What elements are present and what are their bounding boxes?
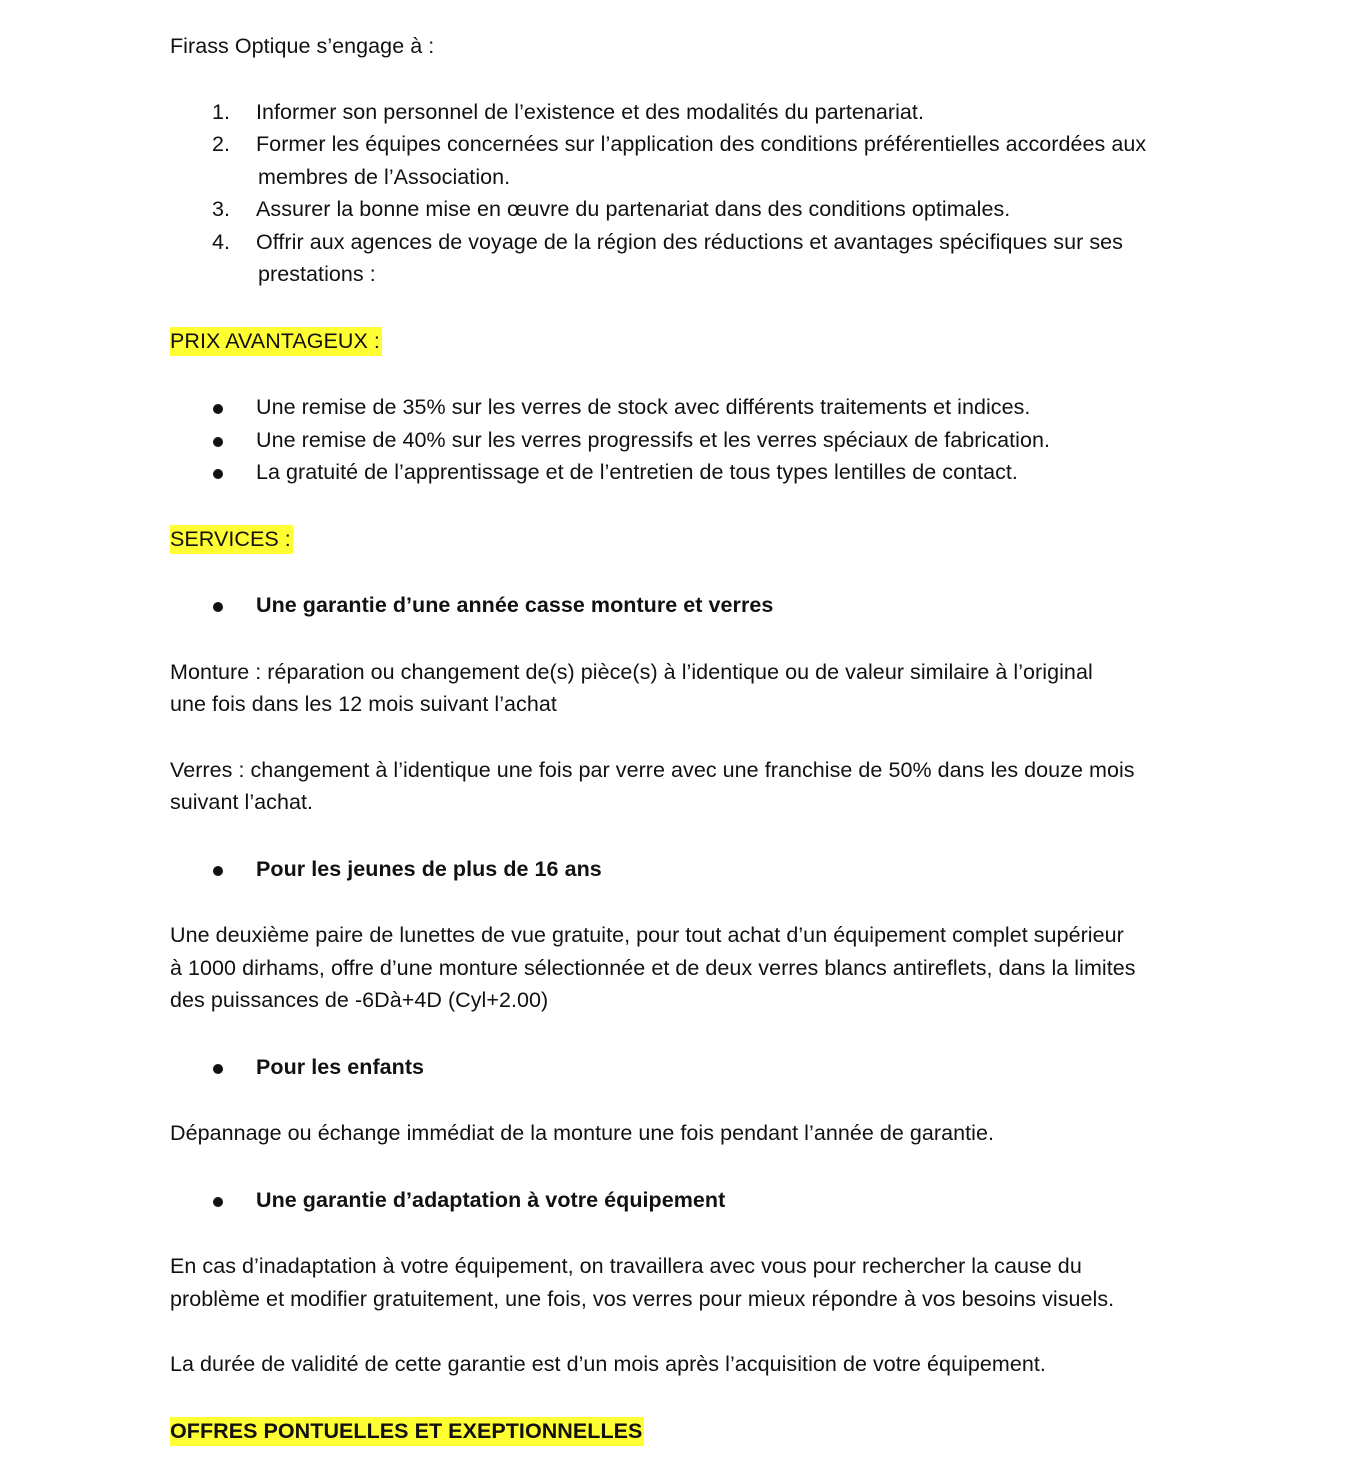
list-item-text: Former les équipes concernées sur l’application des conditions préférentielles accordées aux: [256, 132, 1147, 156]
list-number: 3.: [212, 197, 231, 221]
list-item-text: La gratuité de l’apprentissage et de l’entretien de tous types lentilles de contact.: [256, 460, 1018, 484]
validite-paragraph: La durée de validité de cette garantie est d’un mois après l’acquisition de votre équipement.: [170, 1352, 1046, 1376]
paragraph-line: En cas d’inadaptation à votre équipement, on travaillera avec vous pour rechercher la cause du: [170, 1254, 1082, 1278]
paragraph-line: des puissances de -6Dà+4D (Cyl+2.00): [170, 988, 549, 1012]
verres-paragraph: [170, 754, 1280, 819]
prix-list: [170, 391, 1280, 489]
paragraph-line: suivant l’achat.: [170, 790, 314, 814]
list-item: [170, 193, 1280, 226]
bullet-icon: [213, 1064, 223, 1074]
document-page: [170, 30, 1280, 1447]
service-title: Une garantie d’adaptation à votre équipement: [256, 1187, 726, 1212]
list-item: [170, 424, 1280, 457]
prix-heading: PRIX AVANTAGEUX :: [170, 327, 382, 356]
monture-paragraph: [170, 656, 1280, 721]
jeunes-paragraph: [170, 919, 1280, 1017]
list-number: 2.: [212, 132, 231, 156]
list-item-text: Informer son personnel de l’existence et des modalités du partenariat.: [256, 99, 924, 124]
services-heading: SERVICES :: [170, 525, 293, 554]
enfants-paragraph: Dépannage ou échange immédiat de la monture une fois pendant l’année de garantie.: [170, 1121, 995, 1145]
bullet-icon: [213, 866, 223, 876]
bullet-icon: [213, 437, 223, 447]
adaptation-paragraph: [170, 1250, 1280, 1315]
offres-heading: OFFRES PONTUELLES ET EXEPTIONNELLES: [170, 1417, 644, 1446]
paragraph-line: Verres : changement à l’identique une fois par verre avec une franchise de 50% dans les douze mois: [170, 757, 1135, 782]
paragraph-line: à 1000 dirhams, offre d’une monture sélectionnée et de deux verres blancs antireflets, dans la limites: [170, 955, 1136, 980]
bullet-icon: [213, 1197, 223, 1207]
list-item: [170, 226, 1280, 291]
list-item-text: Une remise de 40% sur les verres progressifs et les verres spéciaux de fabrication.: [256, 427, 1051, 452]
bullet-icon: [213, 404, 223, 414]
commitments-list: [170, 96, 1280, 291]
list-item: [170, 1051, 1280, 1084]
list-item: [170, 853, 1280, 886]
list-item-text: Une remise de 35% sur les verres de stock avec différents traitements et indices.: [256, 395, 1031, 419]
list-item: [170, 589, 1280, 622]
list-item-text: prestations :: [258, 262, 376, 286]
list-number: 4.: [212, 229, 231, 254]
list-item-text: Offrir aux agences de voyage de la région des réductions et avantages spécifiques sur ses: [256, 229, 1123, 254]
list-item: [170, 1184, 1280, 1217]
bullet-icon: [213, 469, 223, 479]
list-number: 1.: [212, 99, 231, 124]
paragraph-line: Une deuxième paire de lunettes de vue gratuite, pour tout achat d’un équipement complet supérieur: [170, 923, 1124, 947]
list-item: [170, 96, 1280, 129]
paragraph-line: Monture : réparation ou changement de(s) pièce(s) à l’identique ou de valeur similaire à l’original: [170, 659, 1093, 684]
intro-text: Firass Optique s’engage à :: [170, 34, 435, 58]
paragraph-line: problème et modifier gratuitement, une fois, vos verres pour mieux répondre à vos besoins visuels.: [170, 1286, 1115, 1311]
list-item-text: membres de l’Association.: [258, 164, 511, 189]
paragraph-line: une fois dans les 12 mois suivant l’achat: [170, 692, 557, 716]
service-title: Pour les jeunes de plus de 16 ans: [256, 856, 602, 881]
service-title: Une garantie d’une année casse monture et verres: [256, 593, 774, 617]
list-item: [170, 391, 1280, 424]
bullet-icon: [213, 602, 223, 612]
list-item: [170, 456, 1280, 489]
list-item-text: Assurer la bonne mise en œuvre du partenariat dans des conditions optimales.: [256, 197, 1011, 221]
list-item: [170, 128, 1280, 193]
service-title: Pour les enfants: [256, 1054, 425, 1079]
